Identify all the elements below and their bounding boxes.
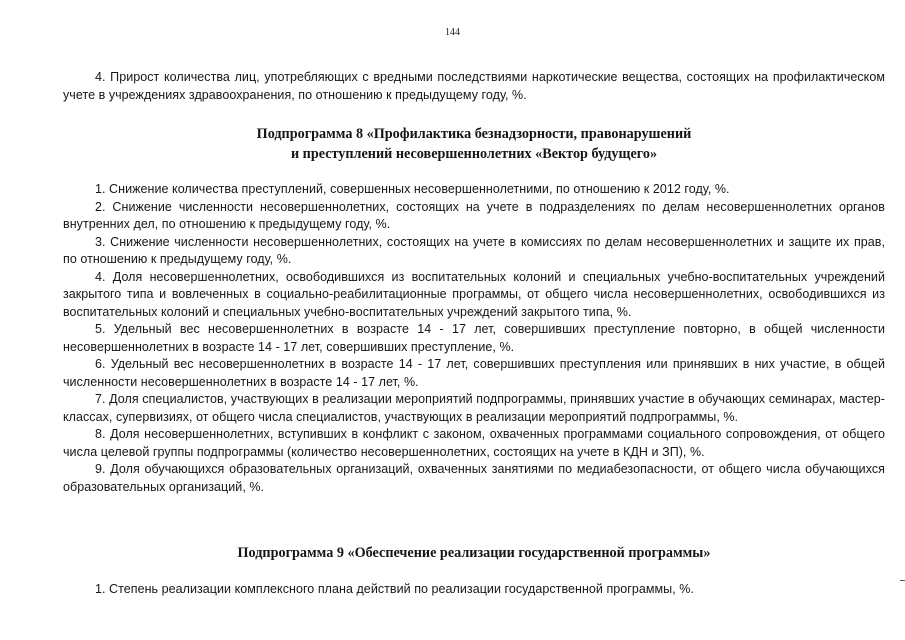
subprogram-8-title-line-2: и преступлений несовершеннолетних «Вектор будущего» (290, 146, 658, 162)
list-item: 1. Снижение количества преступлений, совершенных несовершеннолетними, по отношению к 2012 году, %. (95, 182, 730, 196)
list-item: 3. Снижение численности несовершеннолетних, состоящих на учете в комиссиях по делам несовершеннолетних и защите их прав, по отношению к предыдущему году, %. (63, 234, 885, 266)
list-item: 4. Доля несовершеннолетних, освободившихся из воспитательных колоний и специальных учебно-воспитательных учреждений закрытого типа и вовлеченных в социально-реабилитационные программы, от общего числа несовершеннолетних, освободившихся из воспитательных колоний и специальных учебно-воспитательных учреждений закрытого типа, %. (63, 269, 885, 319)
list-item: 8. Доля несовершеннолетних, вступивших в конфликт с законом, охваченных программами социального сопровождения, от общего числа целевой группы подпрограммы (количество несовершеннолетних, состоящих на учете в КДН и ЗП), %. (63, 427, 885, 459)
list-item: 2. Снижение численности несовершеннолетних, состоящих на учете в подразделениях по делам несовершеннолетних органов внутренних дел, по отношению к предыдущему году, %. (63, 199, 885, 231)
subprogram-9-list-item: 1. Степень реализации комплексного плана действий по реализации государственной программы, %. (95, 582, 694, 596)
margin-mark (900, 580, 905, 581)
list-item: 7. Доля специалистов, участвующих в реализации мероприятий подпрограммы, принявших участие в обучающих семинарах, мастер-классах, супервизиях, от общего числа специалистов, участвующих в реализации мероприятий подпрограммы, %. (63, 392, 885, 424)
list-item: 6. Удельный вес несовершеннолетних в возрасте 14 - 17 лет, совершивших преступления или принявших в них участие, в общей численности несовершеннолетних в возрасте 14 - 17 лет, %. (63, 357, 885, 389)
list-item: 5. Удельный вес несовершеннолетних в возрасте 14 - 17 лет, совершивших преступление повторно, в общей численности несовершеннолетних в возрасте 14 - 17 лет, совершивших преступление, %. (63, 322, 885, 354)
subprogram-8-title-line-1: Подпрограмма 8 «Профилактика безнадзорности, правонарушений (256, 126, 692, 142)
list-item: 9. Доля обучающихся образовательных организаций, охваченных занятиями по медиабезопасности, от общего числа обучающихся образовательных организаций, %. (63, 462, 885, 494)
subprogram-8-indicator-list (63, 181, 885, 496)
subprogram-9-heading: Подпрограмма 9 «Обеспечение реализации государственной программы» (237, 545, 711, 561)
page-number: 144 (445, 27, 460, 38)
subprogram-8-heading (63, 124, 885, 164)
intro-list-item: 4. Прирост количества лиц, употребляющих с вредными последствиями наркотические вещества, состоящих на профилактическом учете в учреждениях здравоохранения, по отношению к предыдущему году, %. (63, 70, 885, 102)
